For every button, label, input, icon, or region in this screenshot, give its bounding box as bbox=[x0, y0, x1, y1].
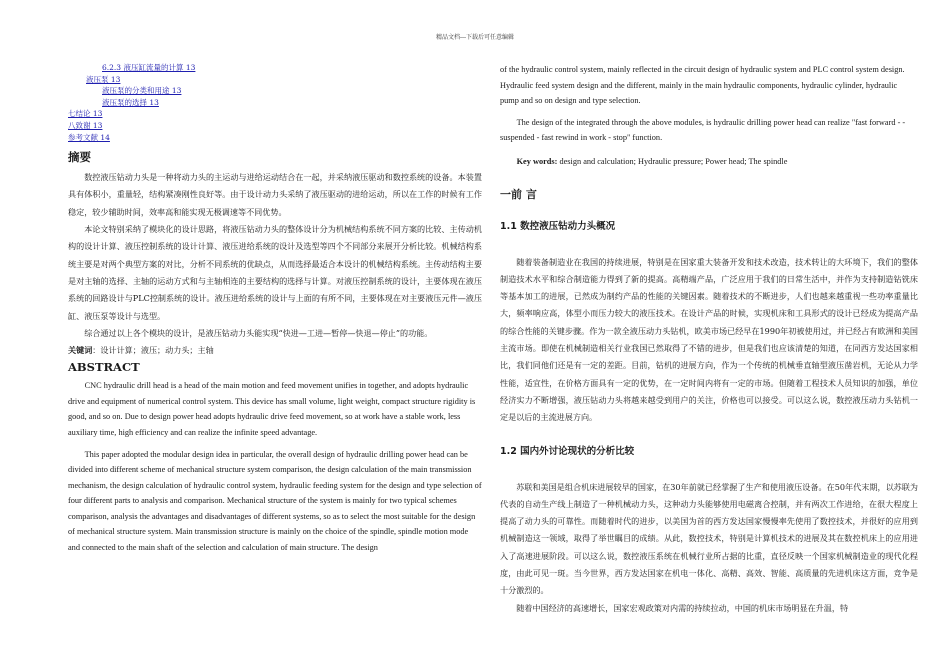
keywords-cn bbox=[68, 342, 482, 358]
toc-link[interactable]: 液压泵 13 bbox=[86, 74, 121, 84]
toc-link[interactable]: 参考文献 14 bbox=[68, 132, 110, 142]
keywords-cn-label: 关键词 bbox=[68, 345, 93, 356]
abstract-en-title: ABSTRACT bbox=[68, 360, 140, 375]
abstract-en-paragraph: This paper adopted the modular design idea in particular, the overall design of hydraulic drilling power head can be divided into different scheme of mechanical structure system comparison, the design calculation of the main transmission mechanism, the design calculation of hydraulic control system, hydraulic feeding system for the design and type selection of four different parts to analysis and comparison. Mechanical structure of the system is mainly for two typical schemes comparison, analysis the advantages and disadvantages of different systems, so as to select the most suitable for the design of mechanical structure system. Main transmission structure is mainly on the choice of the spindle, spindle motion mode and connected to the main shaft of the selection and calculation of main structure. The design bbox=[68, 449, 482, 553]
toc-line bbox=[68, 132, 482, 144]
toc-link[interactable]: 七结论 13 bbox=[68, 109, 103, 119]
toc-link[interactable]: 液压泵的分类和用途 13 bbox=[102, 86, 182, 96]
right-column bbox=[500, 62, 918, 617]
keywords-en-label: Key words: bbox=[516, 156, 558, 166]
toc-line bbox=[68, 85, 482, 97]
section-paragraph: 随着装备制造业在我国的持续进展，特别是在国家重大装备开发和技术改造，技术转让的大环境下，我们的整体制造技术水平和综合制造能力得到了新的提高。高精端产品，广泛应用于我们的日常生活中，并作为支持制造钻铣床等基本加工的进展，已然成为制约产品的性能的关键因素。随着技术的不断进步，人们也越来越重视一些功率重量比大，频率响应高，体型小而压力较大的液压技术。在设计产品的时候，实现机床和工具形式的设计已经成为提高产品的综合性能的关键步骤。作为一款全液压动力头钻机，欧美市场已经早在1990年初被使用过，并已经占有欧洲和美国主流市场。即使在机械制造相关行业我国已然取得了不错的进步，但是我们也应该清楚的知道，在同西方发达国家相比，我们同他们还是有一定的差距。目前，钻机的进展方向，作为一个传统的机械垂直轴型液压凿岩机，无论从力学性能，适宜性，在价格方面具有一定的优势，在一定时间内将有一定的市场。但随着工程技术人员知识的加强，单位经济实力不断增强，液压钻动力头将越来越受到用户的关注，价格也可以接受。可以这么说，数控液压动力头钻机一定是以后的主流进展方向。 bbox=[500, 256, 918, 423]
abstract-en-continuation: of the hydraulic control system, mainly reflected in the circuit design of hydraulic system and PLC control system design. Hydraulic feed system design and the different, mainly in the main hydraulic components, hydraulic cylinder, hydraulic pump and so on design and type selection. bbox=[500, 65, 905, 106]
keywords-cn-text: ：设计计算；液压；动力头；主轴 bbox=[92, 345, 214, 356]
page-header: 精品文档---下载后可任意编辑 bbox=[435, 34, 515, 41]
table-of-contents bbox=[68, 62, 482, 143]
toc-line bbox=[68, 120, 482, 132]
abstract-cn-paragraph: 数控液压钻动力头是一种将动力头的主运动与进给运动结合在一起，并采纳液压驱动和数控系统的设备。本装置具有体积小，重量轻，结构紧凑刚性良好等。由于设计动力头采纳了液压驱动的进给运动，所以在工作的时候有工作稳定，较少辅助时间，效率高和能实现无极调速等不同优势。 bbox=[68, 172, 482, 217]
toc-line bbox=[68, 62, 482, 74]
toc-link[interactable]: 6.2.3 液压缸流量的计算 13 bbox=[102, 63, 196, 72]
section-paragraph: 苏联和美国是组合机床进展较早的国家，在30年前就已经掌握了生产和使用液压设备。在50年代末期，以苏联为代表的自动生产线上制造了一种机械动力头，这种动力头能够使用电磁离合控制，并有两次工作进给，在很大程度上提高了动力头的可靠性。而随着时代的进步，以美国为首的西方发达国家慢慢率先使用了数控技术，并很好的应用到机械制造这一领域，取得了举世瞩目的成绩。从此，数控技术，特别是计算机技术的进展及其在数控机床上的应用进入了高速进展阶段。可以这么说，数控液压系统在机械行业所占据的比重，直径反映一个国家机械制造业的现代化程度，由此可见一斑。当今世界，西方发达国家在机电一体化、高精、高效、智能、高质量的先进机床这方面，竞争是十分激烈的。 bbox=[500, 481, 918, 596]
chapter-title: 一前 言 bbox=[500, 187, 537, 201]
abstract-cn-title: 摘要 bbox=[68, 150, 91, 165]
section-title: 1.1 数控液压钻动力头概况 bbox=[500, 220, 616, 232]
toc-link[interactable]: 八致谢 13 bbox=[68, 120, 103, 130]
abstract-cn-paragraph: 综合通过以上各个模块的设计，是液压钻动力头能实现“快进—工进—暂停—快退—停止”的功能。 bbox=[84, 327, 433, 338]
abstract-en-paragraph: The design of the integrated through the above modules, is hydraulic drilling power head can realize "fast forward - - suspended - fast rewind in work - stop" function. bbox=[500, 117, 906, 143]
toc-link[interactable]: 液压泵的选择 13 bbox=[102, 97, 159, 107]
keywords-en bbox=[500, 154, 918, 170]
keywords-en-text: design and calculation; Hydraulic pressure; Power head; The spindle bbox=[557, 156, 788, 166]
toc-line bbox=[68, 74, 482, 86]
section-title: 1.2 国内外讨论现状的分析比较 bbox=[500, 445, 635, 457]
toc-line bbox=[68, 108, 482, 120]
toc-line bbox=[68, 97, 482, 109]
section-paragraph: 随着中国经济的高速增长，国家宏观政策对内需的持续拉动，中国的机床市场明显在升温，特 bbox=[516, 602, 849, 613]
left-column bbox=[68, 62, 482, 556]
abstract-en-paragraph: CNC hydraulic drill head is a head of the main motion and feed movement unifies in together, and adopts hydraulic drive and equipment of numerical control system. This device has small volume, light weight, compact structure rigidity is good, and so on. Due to design power head adopts hydraulic drive feed movement, so at work have a stable work, less auxiliary time, high efficiency and can realize the infinite speed advantage. bbox=[68, 381, 476, 437]
abstract-cn-paragraph: 本论文特别采纳了模块化的设计思路，将液压钻动力头的整体设计分为机械结构系统不同方案的比较、主传动机构的设计计算、液压控制系统的设计计算、液压进给系统的设计及选型等四个不同部分来展开分析比较。机械结构系统主要是对两个典型方案的对比，分析不同系统的优缺点，从而选择最适合本设计的机械结构系统。主传动结构主要是对主轴的选择、主轴的运动方式和与主轴相连的主要结构的选择与计算。对液压控制系统的设计，主要体现在液压系统的回路设计与PLC控制系统的设计。液压进给系统的设计与上面的有所不同，主要体现在对主要液压元件—液压缸、液压泵等设计与选型。 bbox=[68, 224, 482, 321]
